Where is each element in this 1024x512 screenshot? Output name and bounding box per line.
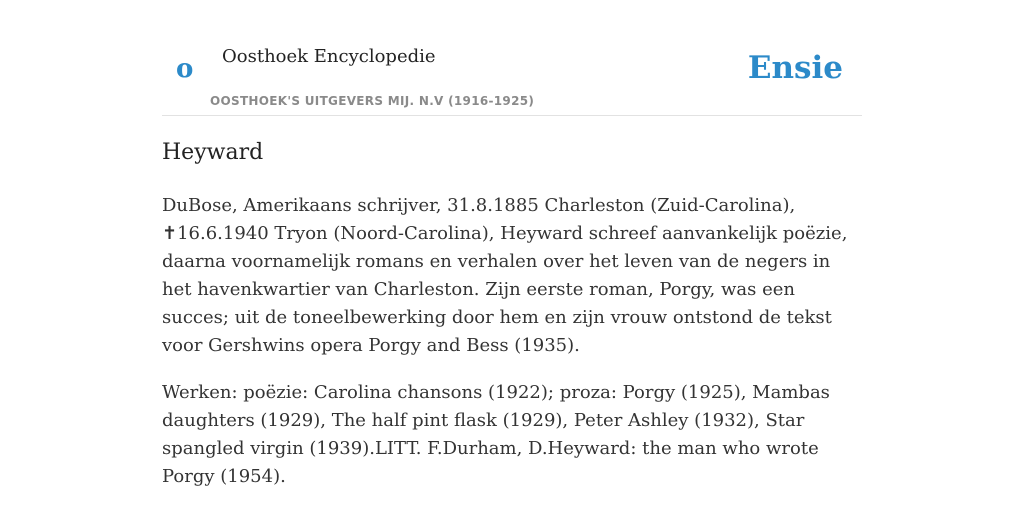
article-paragraph-bio: DuBose, Amerikaans schrijver, 31.8.1885 Charleston (Zuid-Carolina), ✝16.6.1940 Tryon (Noord-Carolina), Heyward schreef aanvankelijk poëzie, daarna voornamelijk romans en verhalen over het leven van de negers in het havenkwartier van Charleston. Zijn eerste roman, Porgy, was een succes; uit de toneelbewerking door hem en zijn vrouw ontstond de tekst voor Gershwins opera Porgy and Bess (1935). <box>162 195 848 356</box>
article-body <box>162 192 862 510</box>
site-title-link[interactable]: Oosthoek Encyclopedie <box>222 46 436 67</box>
oosthoek-logo-letter[interactable]: o <box>176 54 194 84</box>
ensie-brand-link[interactable]: Ensie <box>747 50 843 86</box>
article-title: Heyward <box>162 140 264 165</box>
site-header <box>162 40 862 116</box>
publisher-subtitle: OOSTHOEK'S UITGEVERS MIJ. N.V (1916-1925) <box>210 94 535 108</box>
article-paragraph-works: Werken: poëzie: Carolina chansons (1922); proza: Porgy (1925), Mambas daughters (1929), The half pint flask (1929), Peter Ashley (1932), Star spangled virgin (1939).LITT. F.Durham, D.Heyward: the man who wrote Porgy (1954). <box>162 382 830 487</box>
